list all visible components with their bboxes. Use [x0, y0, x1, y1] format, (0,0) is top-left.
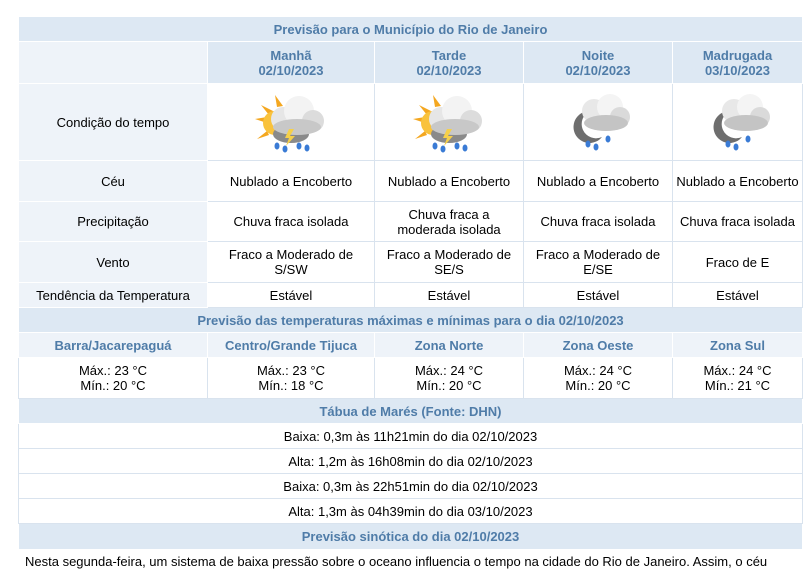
- cloud-sun-rain-icon: [411, 89, 487, 155]
- zone-temps: Máx.: 24 °C Mín.: 20 °C: [375, 358, 524, 399]
- trend-value: Estável: [375, 283, 524, 308]
- wind-value: Fraco a Moderado de SE/S: [375, 242, 524, 283]
- corner-cell: [19, 42, 208, 84]
- zone-name: Barra/Jacarepaguá: [19, 333, 208, 358]
- sky-value: Nublado a Encoberto: [375, 161, 524, 202]
- period-header-noite: Noite 02/10/2023: [524, 42, 673, 84]
- precip-value: Chuva fraca isolada: [524, 202, 673, 242]
- cloud-moon-rain-icon: [560, 89, 636, 155]
- zone-name: Centro/Grande Tijuca: [208, 333, 375, 358]
- tide-item: Baixa: 0,3m às 22h51min do dia 02/10/2023: [19, 474, 803, 499]
- condition-label: Condição do tempo: [19, 84, 208, 161]
- trend-value: Estável: [673, 283, 803, 308]
- wind-label: Vento: [19, 242, 208, 283]
- sky-label: Céu: [19, 161, 208, 202]
- forecast-title: Previsão para o Município do Rio de Janeiro: [19, 17, 803, 42]
- wind-value: Fraco a Moderado de S/SW: [208, 242, 375, 283]
- synoptic-title: Previsão sinótica do dia 02/10/2023: [19, 524, 803, 550]
- trend-value: Estável: [208, 283, 375, 308]
- period-header-manha: Manhã 02/10/2023: [208, 42, 375, 84]
- tide-item: Alta: 1,3m às 04h39min do dia 03/10/2023: [19, 499, 803, 524]
- zone-name: Zona Sul: [673, 333, 803, 358]
- zone-temps: Máx.: 24 °C Mín.: 20 °C: [524, 358, 673, 399]
- zone-temps: Máx.: 23 °C Mín.: 18 °C: [208, 358, 375, 399]
- zone-temps: Máx.: 23 °C Mín.: 20 °C: [19, 358, 208, 399]
- tide-item: Baixa: 0,3m às 11h21min do dia 02/10/2023: [19, 424, 803, 449]
- precip-value: Chuva fraca isolada: [208, 202, 375, 242]
- sky-value: Nublado a Encoberto: [208, 161, 375, 202]
- tides-title: Tábua de Marés (Fonte: DHN): [19, 399, 803, 424]
- zone-name: Zona Norte: [375, 333, 524, 358]
- sky-value: Nublado a Encoberto: [524, 161, 673, 202]
- wind-value: Fraco de E: [673, 242, 803, 283]
- precip-value: Chuva fraca a moderada isolada: [375, 202, 524, 242]
- cloud-moon-rain-icon: [700, 89, 776, 155]
- wind-value: Fraco a Moderado de E/SE: [524, 242, 673, 283]
- forecast-table: [18, 16, 803, 580]
- precip-label: Precipitação: [19, 202, 208, 242]
- period-header-tarde: Tarde 02/10/2023: [375, 42, 524, 84]
- zone-name: Zona Oeste: [524, 333, 673, 358]
- precip-value: Chuva fraca isolada: [673, 202, 803, 242]
- tide-item: Alta: 1,2m às 16h08min do dia 02/10/2023: [19, 449, 803, 474]
- synoptic-text: Nesta segunda-feira, um sistema de baixa pressão sobre o oceano influencia o tempo na cidade do Rio de Janeiro. Assim, o céu: [19, 550, 803, 580]
- temps-title: Previsão das temperaturas máximas e mínimas para o dia 02/10/2023: [19, 308, 803, 333]
- sky-value: Nublado a Encoberto: [673, 161, 803, 202]
- zone-temps: Máx.: 24 °C Mín.: 21 °C: [673, 358, 803, 399]
- cloud-sun-rain-icon: [253, 89, 329, 155]
- period-header-madrugada: Madrugada 03/10/2023: [673, 42, 803, 84]
- forecast-panel: [18, 16, 802, 580]
- trend-label: Tendência da Temperatura: [19, 283, 208, 308]
- trend-value: Estável: [524, 283, 673, 308]
